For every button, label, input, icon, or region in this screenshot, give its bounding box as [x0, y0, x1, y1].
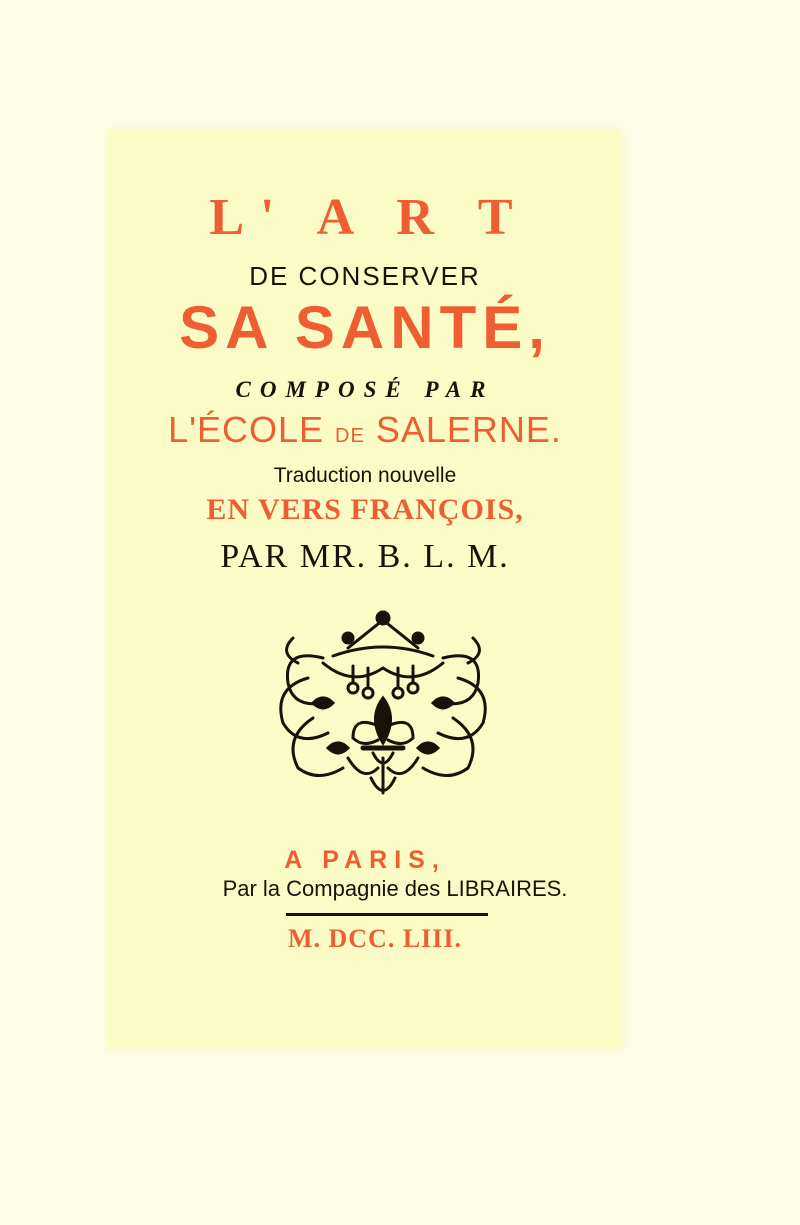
title-de-word: DE: [335, 425, 365, 447]
title-compose-par: COMPOSÉ PAR: [235, 377, 495, 402]
title-art: L' A R T: [209, 189, 529, 246]
imprint-city: A PARIS,: [284, 846, 446, 874]
imprint-date: M. DCC. LIII.: [287, 924, 463, 953]
fleuron-icon: [253, 608, 513, 808]
imprint-publisher: Par la Compagnie des LIBRAIRES.: [222, 876, 568, 901]
author-line: PAR MR. B. L. M.: [220, 538, 510, 575]
subtitle-traduction: Traduction nouvelle: [273, 464, 457, 487]
title-salerne-word: SALERNE.: [375, 409, 562, 450]
subtitle-en-vers: EN VERS FRANÇOIS,: [206, 493, 524, 526]
title-ecole-de-salerne: [108, 409, 622, 450]
title-ecole-word: L'ÉCOLE: [168, 409, 325, 450]
title-page: [108, 130, 622, 1048]
title-sa-sante: SA SANTÉ,: [179, 294, 551, 361]
imprint-rule: [286, 913, 488, 916]
title-de-conserver: DE CONSERVER: [249, 261, 481, 291]
